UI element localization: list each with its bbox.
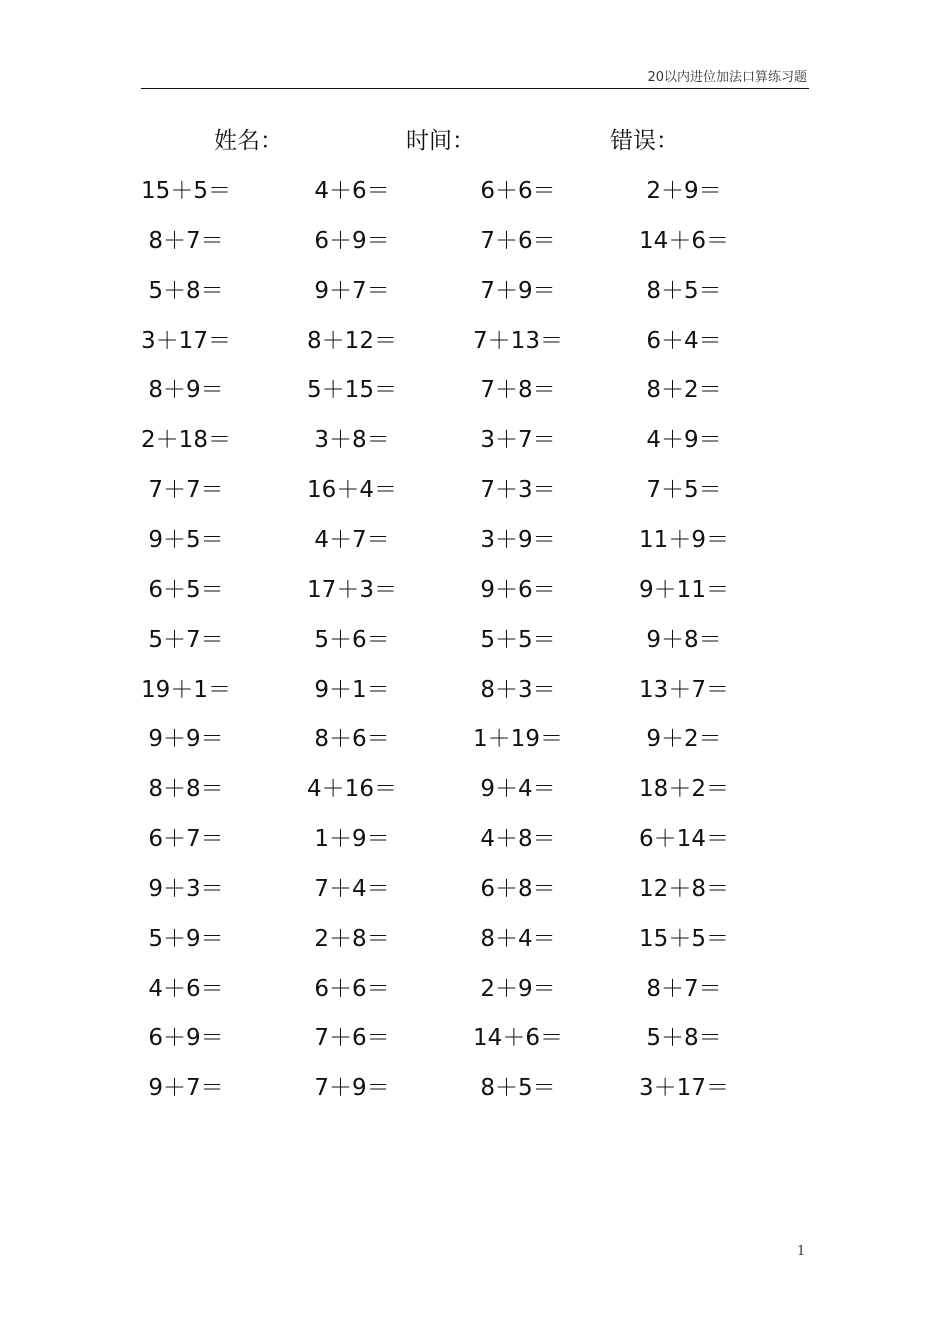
problem-r17-c4: 8＋7＝ [646, 976, 722, 1002]
problem-r8-c4: 11＋9＝ [639, 527, 729, 553]
problem-r7-c1: 7＋7＝ [148, 477, 224, 503]
problem-r15-c3: 6＋8＝ [480, 876, 556, 902]
errors-field-label: 错误： [610, 128, 679, 154]
problem-r1-c2: 4＋6＝ [314, 178, 390, 204]
problem-r5-c1: 8＋9＝ [148, 377, 224, 403]
problem-r7-c3: 7＋3＝ [480, 477, 556, 503]
page-header-title: 20以内进位加法口算练习题 [647, 70, 807, 85]
problem-r4-c2: 8＋12＝ [307, 328, 397, 354]
problem-r19-c3: 8＋5＝ [480, 1075, 556, 1101]
problem-r6-c2: 3＋8＝ [314, 427, 390, 453]
problem-r13-c1: 8＋8＝ [148, 776, 224, 802]
problem-r2-c1: 8＋7＝ [148, 228, 224, 254]
problem-r6-c3: 3＋7＝ [480, 427, 556, 453]
problem-r18-c3: 14＋6＝ [473, 1025, 563, 1051]
problem-r18-c2: 7＋6＝ [314, 1025, 390, 1051]
problem-r14-c2: 1＋9＝ [314, 826, 390, 852]
problem-r10-c1: 5＋7＝ [148, 627, 224, 653]
problem-r11-c1: 19＋1＝ [141, 677, 231, 703]
page-number: 1 [797, 1244, 806, 1259]
problem-r15-c1: 9＋3＝ [148, 876, 224, 902]
problem-r12-c2: 8＋6＝ [314, 726, 390, 752]
problem-r16-c2: 2＋8＝ [314, 926, 390, 952]
problem-r5-c3: 7＋8＝ [480, 377, 556, 403]
problem-r13-c3: 9＋4＝ [480, 776, 556, 802]
problem-r14-c4: 6＋14＝ [639, 826, 729, 852]
problem-r1-c1: 15＋5＝ [141, 178, 231, 204]
problem-r18-c4: 5＋8＝ [646, 1025, 722, 1051]
problem-r16-c4: 15＋5＝ [639, 926, 729, 952]
problem-r18-c1: 6＋9＝ [148, 1025, 224, 1051]
problem-r9-c1: 6＋5＝ [148, 577, 224, 603]
problem-r12-c4: 9＋2＝ [646, 726, 722, 752]
problem-r11-c2: 9＋1＝ [314, 677, 390, 703]
problem-r3-c4: 8＋5＝ [646, 278, 722, 304]
problem-r19-c2: 7＋9＝ [314, 1075, 390, 1101]
problem-r3-c1: 5＋8＝ [148, 278, 224, 304]
problem-r9-c4: 9＋11＝ [639, 577, 729, 603]
problem-r5-c4: 8＋2＝ [646, 377, 722, 403]
problem-r15-c2: 7＋4＝ [314, 876, 390, 902]
problem-r7-c4: 7＋5＝ [646, 477, 722, 503]
problem-r13-c2: 4＋16＝ [307, 776, 397, 802]
problem-r6-c4: 4＋9＝ [646, 427, 722, 453]
problem-r16-c3: 8＋4＝ [480, 926, 556, 952]
time-field-label: 时间： [406, 128, 475, 154]
problem-r9-c2: 17＋3＝ [307, 577, 397, 603]
problem-r1-c3: 6＋6＝ [480, 178, 556, 204]
problem-r5-c2: 5＋15＝ [307, 377, 397, 403]
problem-r4-c1: 3＋17＝ [141, 328, 231, 354]
problem-r19-c4: 3＋17＝ [639, 1075, 729, 1101]
problem-r1-c4: 2＋9＝ [646, 178, 722, 204]
name-field-label: 姓名： [214, 128, 283, 154]
problem-r7-c2: 16＋4＝ [307, 477, 397, 503]
problem-r4-c3: 7＋13＝ [473, 328, 563, 354]
problem-r10-c4: 9＋8＝ [646, 627, 722, 653]
problem-r11-c3: 8＋3＝ [480, 677, 556, 703]
problem-r10-c2: 5＋6＝ [314, 627, 390, 653]
problem-r8-c1: 9＋5＝ [148, 527, 224, 553]
problem-r15-c4: 12＋8＝ [639, 876, 729, 902]
problem-r19-c1: 9＋7＝ [148, 1075, 224, 1101]
problem-r12-c1: 9＋9＝ [148, 726, 224, 752]
problem-r11-c4: 13＋7＝ [639, 677, 729, 703]
problem-r8-c2: 4＋7＝ [314, 527, 390, 553]
problem-r14-c1: 6＋7＝ [148, 826, 224, 852]
problem-r2-c3: 7＋6＝ [480, 228, 556, 254]
problem-r17-c2: 6＋6＝ [314, 976, 390, 1002]
problem-r3-c2: 9＋7＝ [314, 278, 390, 304]
problem-r10-c3: 5＋5＝ [480, 627, 556, 653]
problem-r2-c4: 14＋6＝ [639, 228, 729, 254]
problem-r14-c3: 4＋8＝ [480, 826, 556, 852]
problem-r9-c3: 9＋6＝ [480, 577, 556, 603]
problem-r4-c4: 6＋4＝ [646, 328, 722, 354]
problem-r3-c3: 7＋9＝ [480, 278, 556, 304]
problem-r17-c1: 4＋6＝ [148, 976, 224, 1002]
problem-r17-c3: 2＋9＝ [480, 976, 556, 1002]
problem-r8-c3: 3＋9＝ [480, 527, 556, 553]
problem-r2-c2: 6＋9＝ [314, 228, 390, 254]
problem-r13-c4: 18＋2＝ [639, 776, 729, 802]
header-divider [141, 88, 809, 89]
problem-r6-c1: 2＋18＝ [141, 427, 231, 453]
problem-r16-c1: 5＋9＝ [148, 926, 224, 952]
problem-r12-c3: 1＋19＝ [473, 726, 563, 752]
